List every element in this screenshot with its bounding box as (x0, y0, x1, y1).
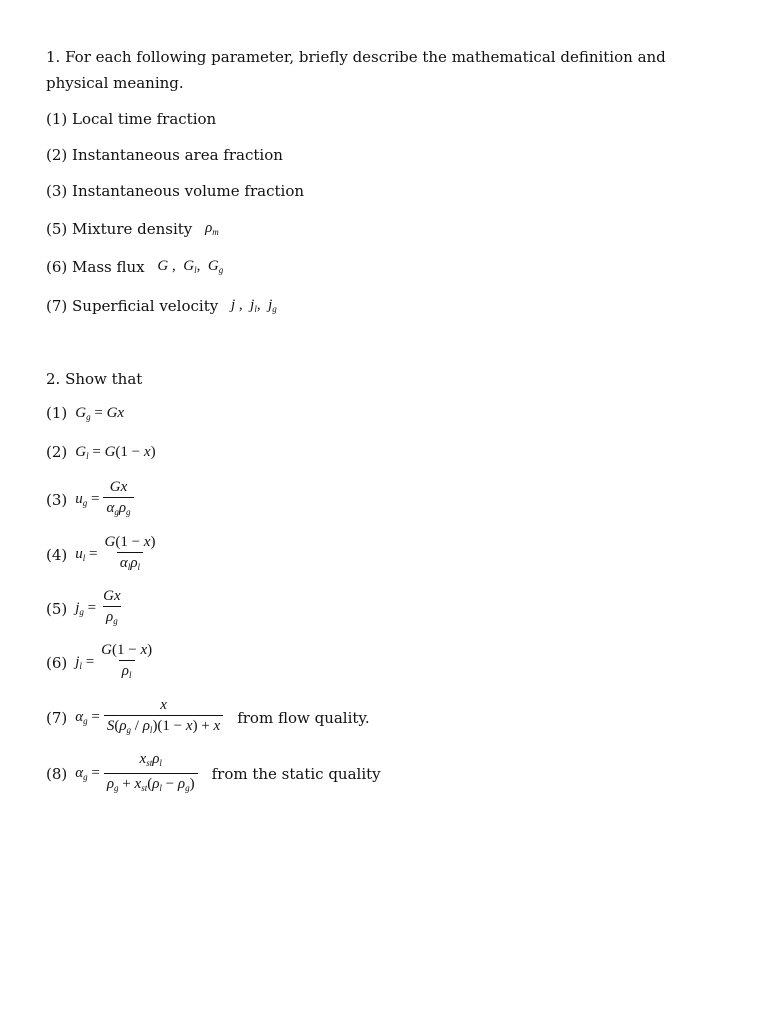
q1-item-volume-fraction (46, 178, 304, 204)
item-label: (2) Instantaneous area fraction (46, 146, 283, 164)
equation-note: from flow quality. (237, 708, 370, 727)
item-label: (3) Instantaneous volume fraction (46, 182, 305, 200)
item-number: (4) (46, 545, 68, 564)
equation: $j_l$ = (75, 654, 95, 671)
q1-item-area-fraction (46, 142, 283, 168)
item-number: (3) (46, 490, 68, 509)
item-number: (5) (46, 599, 68, 618)
question-1-intro: 1. For each following parameter, briefly describe the mathematical definition and physical meaning. (46, 48, 666, 92)
equation: $G_g = Gx$ (75, 404, 125, 422)
fraction: $\frac{x_{st}\rho_l}{\rho_g + x_{st}(\rho_l - \rho_g)}$ (104, 750, 198, 797)
equation: $u_l$ = (75, 546, 98, 563)
q2-item-1 (46, 404, 124, 422)
q2-item-8 (46, 750, 381, 797)
equation: $\alpha_g$ = (75, 709, 100, 726)
q2-item-5 (46, 587, 124, 630)
item-label: (5) Mixture density (46, 220, 193, 238)
fraction: $\frac{G(1 - x)}{\alpha_l\rho_l}$ (101, 533, 158, 576)
rho-m-symbol: $\rho_m$ (205, 220, 219, 237)
fraction: $\frac{Gx}{\alpha_g\rho_g}$ (103, 478, 133, 521)
equation-note: from the static quality (211, 764, 381, 783)
q2-item-7 (46, 696, 370, 739)
q1-item-local-time-fraction (46, 106, 216, 132)
item-number: (2) (46, 443, 68, 461)
item-label: (6) Mass flux (46, 258, 145, 276)
q1-item-superficial-velocity (46, 292, 277, 322)
q2-item-4 (46, 533, 158, 576)
q1-item-mixture-density (46, 215, 219, 245)
mass-flux-symbols: G , $G_l$, $G_g$ (157, 258, 224, 275)
item-label: (1) Local time fraction (46, 110, 217, 128)
item-number: (1) (46, 404, 68, 422)
fraction: $\frac{x}{S(\rho_g / \rho_l)(1 - x) + x}$ (104, 696, 223, 739)
item-number: (7) (46, 708, 68, 727)
fraction: $\frac{G(1 - x)}{\rho_l}$ (98, 641, 155, 684)
q2-item-2 (46, 443, 156, 461)
fraction: $\frac{Gx}{\rho_g}$ (100, 587, 124, 630)
item-label: (7) Superficial velocity (46, 297, 219, 315)
item-number: (8) (46, 764, 68, 783)
equation: $u_g$ = (75, 491, 100, 508)
question-2-title: 2. Show that (46, 370, 143, 388)
q2-item-6 (46, 641, 155, 684)
equation: $\alpha_g$ = (75, 765, 100, 782)
equation: $G_l = G(1 - x)$ (75, 443, 156, 461)
item-number: (6) (46, 653, 68, 672)
equation: $j_g$ = (75, 600, 97, 617)
q2-item-3 (46, 478, 134, 521)
superficial-velocity-symbols: j , $j_l$, $j_g$ (230, 297, 277, 314)
q1-item-mass-flux (46, 253, 223, 283)
